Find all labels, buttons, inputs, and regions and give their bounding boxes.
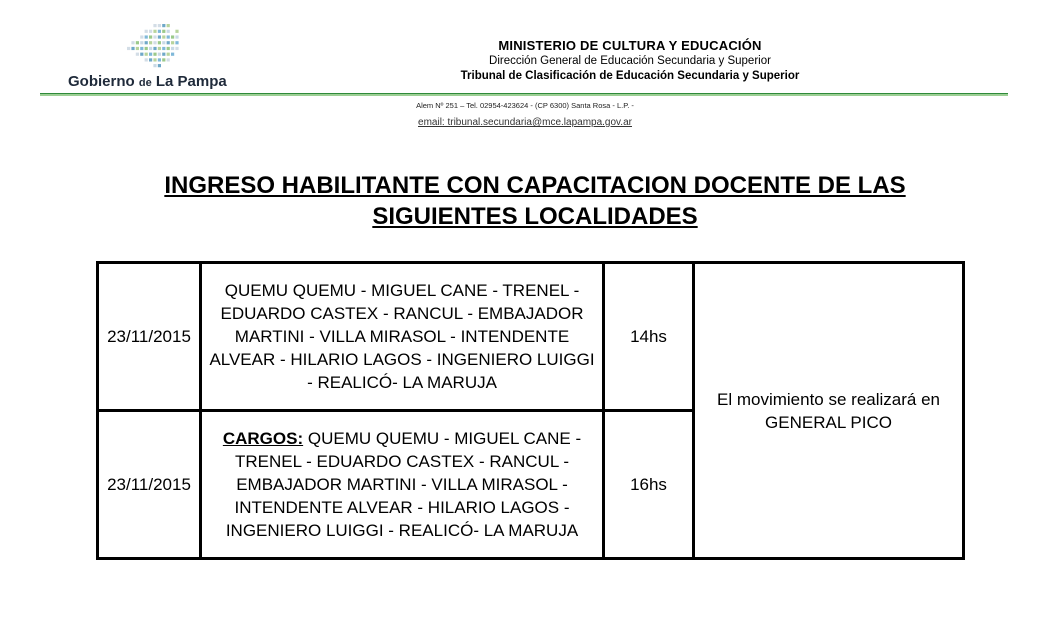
logo-tile bbox=[153, 47, 156, 50]
logo-tile bbox=[167, 47, 170, 50]
header-divider bbox=[40, 93, 1008, 96]
logo-tile bbox=[158, 24, 161, 27]
logo-tile bbox=[167, 30, 170, 33]
document-title bbox=[60, 170, 1010, 232]
logo-tile bbox=[131, 41, 134, 44]
logo-tile bbox=[175, 47, 178, 50]
logo-tile bbox=[149, 47, 152, 50]
logo-tile bbox=[145, 41, 148, 44]
logo-tile bbox=[171, 47, 174, 50]
title-line-2: SIGUIENTES LOCALIDADES bbox=[372, 203, 698, 230]
logo-tile bbox=[167, 35, 170, 38]
localities-cell: QUEMU QUEMU - MIGUEL CANE - TRENEL - EDUARDO CASTEX - RANCUL - EMBAJADOR MARTINI - VILLA MIRASOL - INTENDENTE ALVEAR - HILARIO LAGOS - INGENIERO LUIGGI - REALICÓ- LA MARUJA bbox=[201, 263, 604, 411]
note-cell: El movimiento se realizará en GENERAL PICO bbox=[694, 263, 964, 559]
logo-tile bbox=[149, 58, 152, 61]
logo-tile bbox=[153, 64, 156, 67]
logo-tile bbox=[175, 41, 178, 44]
logo-tile bbox=[167, 41, 170, 44]
date-cell: 23/11/2015 bbox=[98, 411, 201, 559]
tribunal-name: Tribunal de Clasificación de Educación Secundaria y Superior bbox=[460, 70, 800, 82]
localities-cell bbox=[201, 411, 604, 559]
logo-tile bbox=[149, 30, 152, 33]
logo-tile bbox=[153, 30, 156, 33]
logo-tile bbox=[140, 47, 143, 50]
logo-tile bbox=[153, 41, 156, 44]
title-line-1: INGRESO HABILITANTE CON CAPACITACION DOCENTE DE LAS bbox=[164, 172, 906, 199]
logo-tile bbox=[158, 30, 161, 33]
logo-tile bbox=[162, 47, 165, 50]
logo-tile bbox=[153, 24, 156, 27]
table-row bbox=[98, 263, 964, 411]
gobierno-la-pampa-logo-icon bbox=[126, 22, 186, 70]
logo-tile bbox=[145, 47, 148, 50]
address-line: Alem Nº 251 – Tel. 02954-423624 - (CP 6300) Santa Rosa - L.P. - bbox=[416, 101, 634, 110]
logo-tile bbox=[158, 47, 161, 50]
schedule-table bbox=[96, 261, 965, 560]
logo-tile bbox=[145, 58, 148, 61]
logo-tile bbox=[153, 53, 156, 56]
logo-tile bbox=[149, 41, 152, 44]
logo-tile bbox=[158, 53, 161, 56]
logo-text: Gobierno de La Pampa bbox=[68, 73, 227, 90]
logo-tile bbox=[167, 58, 170, 61]
ministry-header bbox=[420, 38, 840, 84]
logo-tile bbox=[136, 47, 139, 50]
logo-tile bbox=[140, 41, 143, 44]
logo-tile bbox=[145, 35, 148, 38]
logo-tile bbox=[175, 35, 178, 38]
logo-tile bbox=[127, 47, 130, 50]
logo-tile bbox=[158, 41, 161, 44]
logo-tile bbox=[153, 35, 156, 38]
time-cell: 14hs bbox=[604, 263, 694, 411]
logo-tile bbox=[136, 41, 139, 44]
ministry-name: MINISTERIO DE CULTURA Y EDUCACIÓN bbox=[498, 38, 762, 53]
logo-tile bbox=[162, 53, 165, 56]
logo-tile bbox=[167, 24, 170, 27]
logo-tile bbox=[167, 53, 170, 56]
logo-tile bbox=[145, 53, 148, 56]
logo-tile bbox=[140, 53, 143, 56]
logo-tile bbox=[175, 30, 178, 33]
logo-tile bbox=[171, 35, 174, 38]
direccion-name: Dirección General de Educación Secundaria y Superior bbox=[489, 55, 771, 67]
logo-tile bbox=[153, 58, 156, 61]
logo-tile bbox=[171, 41, 174, 44]
logo-tile bbox=[158, 58, 161, 61]
logo-tile bbox=[140, 35, 143, 38]
email-link[interactable]: email: tribunal.secundaria@mce.lapampa.gov.ar bbox=[418, 117, 632, 128]
cargos-label: CARGOS: bbox=[222, 429, 304, 448]
date-cell: 23/11/2015 bbox=[98, 263, 201, 411]
logo-tile bbox=[136, 53, 139, 56]
logo-tile bbox=[145, 30, 148, 33]
logo-tile bbox=[158, 35, 161, 38]
logo-tile bbox=[149, 53, 152, 56]
localities-text: QUEMU QUEMU - MIGUEL CANE - TRENEL - EDUARDO CASTEX - RANCUL - EMBAJADOR MARTINI - VILLA MIRASOL - INTENDENTE ALVEAR - HILARIO LAGOS - INGENIERO LUIGGI - REALICÓ- LA MARUJA bbox=[225, 429, 582, 540]
logo-tile bbox=[131, 47, 134, 50]
time-cell: 16hs bbox=[604, 411, 694, 559]
logo-tile bbox=[162, 41, 165, 44]
logo-tile bbox=[162, 58, 165, 61]
logo-tile bbox=[162, 30, 165, 33]
logo-tile bbox=[162, 24, 165, 27]
logo-tile bbox=[149, 35, 152, 38]
logo-tile bbox=[158, 64, 161, 67]
logo-tile bbox=[162, 35, 165, 38]
logo-tile bbox=[171, 53, 174, 56]
